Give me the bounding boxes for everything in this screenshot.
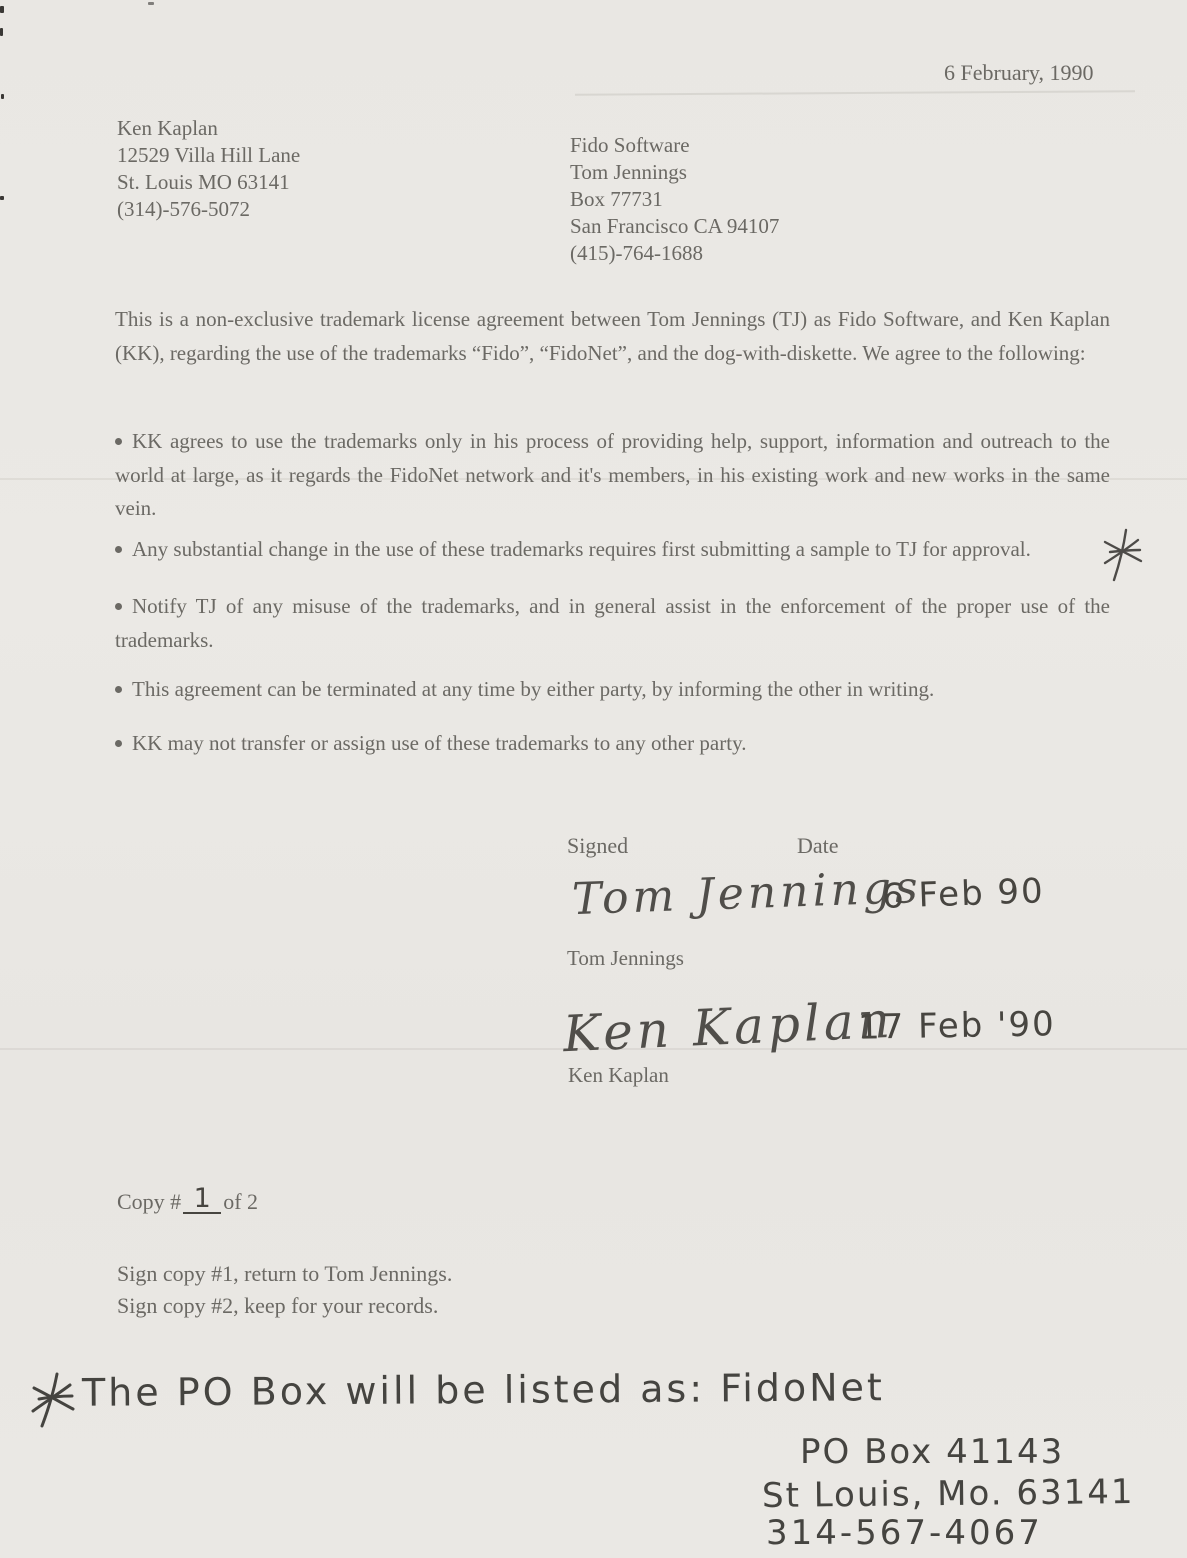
scan-speck (0, 6, 4, 13)
sender-line: St. Louis MO 63141 (117, 170, 290, 194)
copy-suffix: of 2 (223, 1189, 259, 1214)
recipient-line: Tom Jennings (570, 160, 687, 184)
recipient-address (570, 132, 779, 267)
recipient-line: Box 77731 (570, 187, 663, 211)
handwritten-note-phone: 314-567-4067 (766, 1513, 1043, 1553)
paper-crease (575, 90, 1135, 95)
bullet-text: KK may not transfer or assign use of these trademarks to any other party. (132, 731, 747, 755)
sender-address (117, 115, 300, 223)
recipient-line: Fido Software (570, 133, 690, 157)
bullet-text: Notify TJ of any misuse of the trademarks, and in general assist in the enforcement of the proper use of the trademarks. (115, 594, 1110, 652)
note-asterisk-icon (30, 1372, 76, 1428)
handwritten-note-pobox: PO Box 41143 (800, 1432, 1065, 1472)
date-label: Date (797, 833, 839, 858)
bullet-text: This agreement can be terminated at any time by either party, by informing the other in writing. (132, 677, 935, 701)
bullet-icon (115, 438, 122, 445)
tom-jennings-sign-date: 6 Feb 90 (881, 871, 1046, 917)
bullet-item (115, 673, 1110, 707)
approval-asterisk-icon (1102, 528, 1144, 582)
bullet-item (115, 590, 1110, 657)
bullet-icon (115, 740, 122, 747)
bullet-icon (115, 603, 122, 610)
copy-number-line (117, 1183, 259, 1216)
signed-label: Signed (567, 833, 629, 858)
bullet-text: Any substantial change in the use of these trademarks requires first submitting a sample to TJ for approval. (132, 537, 1031, 561)
recipient-line: (415)-764-1688 (570, 241, 703, 265)
scan-speck (148, 2, 154, 5)
recipient-line: San Francisco CA 94107 (570, 214, 780, 238)
intro-paragraph (115, 303, 1110, 370)
bullet-item (115, 533, 1110, 567)
bullet-icon (115, 686, 122, 693)
ken-kaplan-printed-name: Ken Kaplan (568, 1063, 669, 1087)
instruction-line: Sign copy #2, keep for your records. (117, 1293, 439, 1318)
copy-prefix: Copy # (117, 1189, 182, 1214)
copy-number-handwritten: 1 (183, 1186, 221, 1214)
ken-kaplan-sign-date: 17 Feb '90 (857, 1004, 1057, 1048)
tom-jennings-printed-name: Tom Jennings (567, 946, 684, 970)
bullet-item (115, 425, 1110, 526)
bullet-icon (115, 546, 122, 553)
ken-kaplan-signature: Ken Kaplan (561, 990, 895, 1064)
handwritten-note-text: The PO Box will be listed as: FidoNet (81, 1365, 886, 1415)
letter-date: 6 February, 1990 (944, 60, 1094, 85)
sender-line: (314)-576-5072 (117, 197, 250, 221)
intro-text: This is a non-exclusive trademark license agreement between Tom Jennings (TJ) as Fido Software, and Ken Kaplan (KK), regarding the use of the trademarks “Fido”, “FidoNet”, and the dog-with-diskette. We agree to the following: (115, 307, 1110, 365)
tom-jennings-signature: Tom Jennings (571, 861, 923, 926)
instruction-line: Sign copy #1, return to Tom Jennings. (117, 1261, 453, 1286)
sender-line: 12529 Villa Hill Lane (117, 143, 301, 167)
scan-speck (1, 94, 4, 99)
scan-speck (0, 196, 4, 200)
scan-speck (0, 28, 3, 36)
handwritten-note-city: St Louis, Mo. 63141 (761, 1472, 1135, 1516)
bullet-item (115, 727, 1110, 761)
bullet-text: KK agrees to use the trademarks only in his process of providing help, support, information and outreach to the world at large, as it regards the FidoNet network and it's members, in his existing work and new works in the same vein. (115, 429, 1110, 520)
sender-line: Ken Kaplan (117, 116, 218, 140)
